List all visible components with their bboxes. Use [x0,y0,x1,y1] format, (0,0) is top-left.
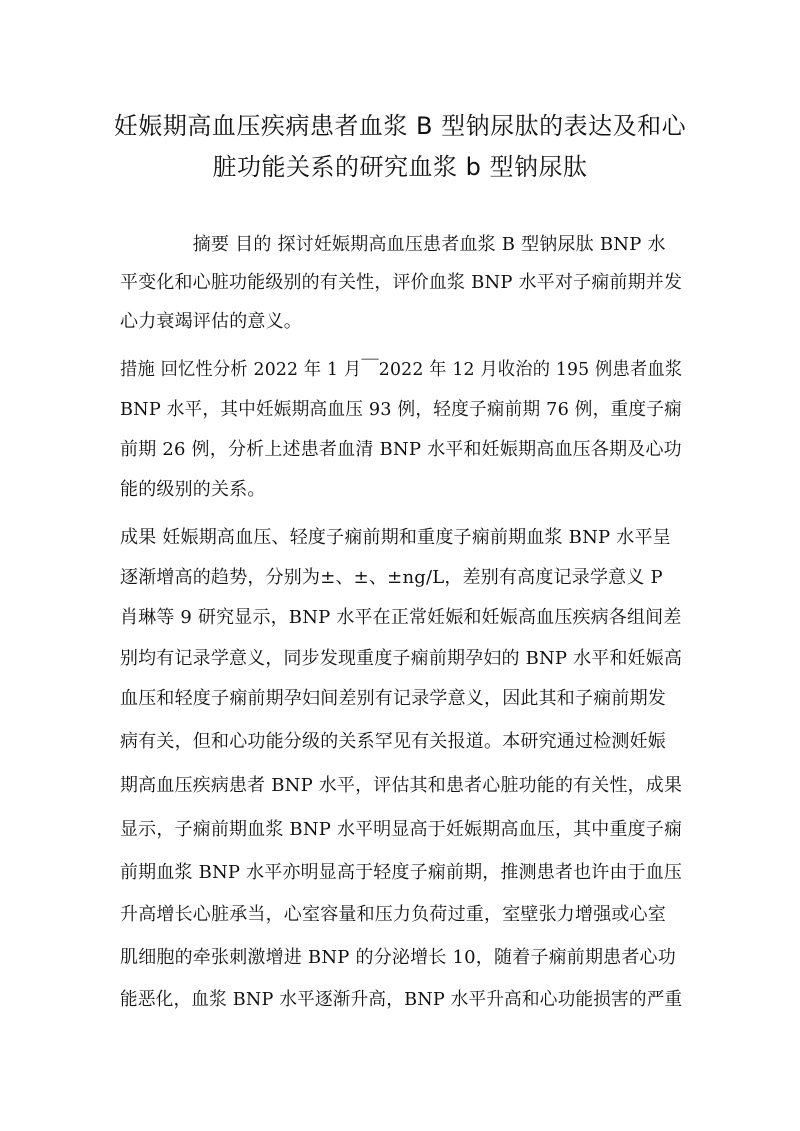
body-text-line: 升高增长心脏承当，心室容量和压力负荷过重，室壁张力增强或心室 [120,904,666,925]
body-text-line: 前期 26 例，分析上述患者血清 BNP 水平和妊娠期高血压各期及心功 [120,439,682,460]
body-text-line: 平变化和心脏功能级别的有关性，评价血浆 BNP 水平对子痫前期并发 [120,272,683,293]
document-title-line-2: 脏功能关系的研究血浆 b 型钠尿肽 [212,153,588,181]
body-text-line: 成果 妊娠期高血压、轻度子痫前期和重度子痫前期血浆 BNP 水平呈 [120,527,671,548]
document-title-line-1: 妊娠期高血压疾病患者血浆 B 型钠尿肽的表达及和心 [113,112,687,140]
body-text-line: BNP 水平，其中妊娠期高血压 93 例，轻度子痫前期 76 例，重度子痫 [120,399,682,420]
body-text-line: 逐渐增高的趋势，分别为±、±、±ng/L，差别有高度记录学意义 P [120,567,663,588]
body-text-line: 显示，子痫前期血浆 BNP 水平明显高于妊娠期高血压，其中重度子痫 [120,819,683,840]
body-text-line: 期高血压疾病患者 BNP 水平，评估其和患者心脏功能的有关性，成果 [120,775,683,796]
body-text-line: 能恶化，血浆 BNP 水平逐渐升高，BNP 水平升高和心功能损害的严重 [120,989,683,1010]
body-text-line: 肌细胞的牵张刺激增进 BNP 的分泌增长 10，随着子痫前期患者心功 [120,947,676,968]
body-text-line: 病有关，但和心功能分级的关系罕见有关报道。本研究通过检测妊娠 [120,731,666,752]
body-text-line: 能的级别的关系。 [120,479,266,500]
body-text-line: 血压和轻度子痫前期孕妇间差别有记录学意义，因此其和子痫前期发 [120,688,666,709]
body-text-line: 心力衰竭评估的意义。 [120,311,302,332]
body-text-line: 别均有记录学意义，同步发现重度子痫前期孕妇的 BNP 水平和妊娠高 [120,648,683,669]
body-text-line: 肖琳等 9 研究显示，BNP 水平在正常妊娠和妊娠高血压疾病各组间差 [120,607,682,628]
body-text-line: 前期血浆 BNP 水平亦明显高于轻度子痫前期，推测患者也许由于血压 [120,862,683,883]
body-text-line: 措施 回忆性分析 2022 年 1 月￣2022 年 12 月收治的 195 例患者血浆 [120,359,683,380]
body-text-line: 摘要 目的 探讨妊娠期高血压患者血浆 B 型钠尿肽 BNP 水 [120,234,666,255]
